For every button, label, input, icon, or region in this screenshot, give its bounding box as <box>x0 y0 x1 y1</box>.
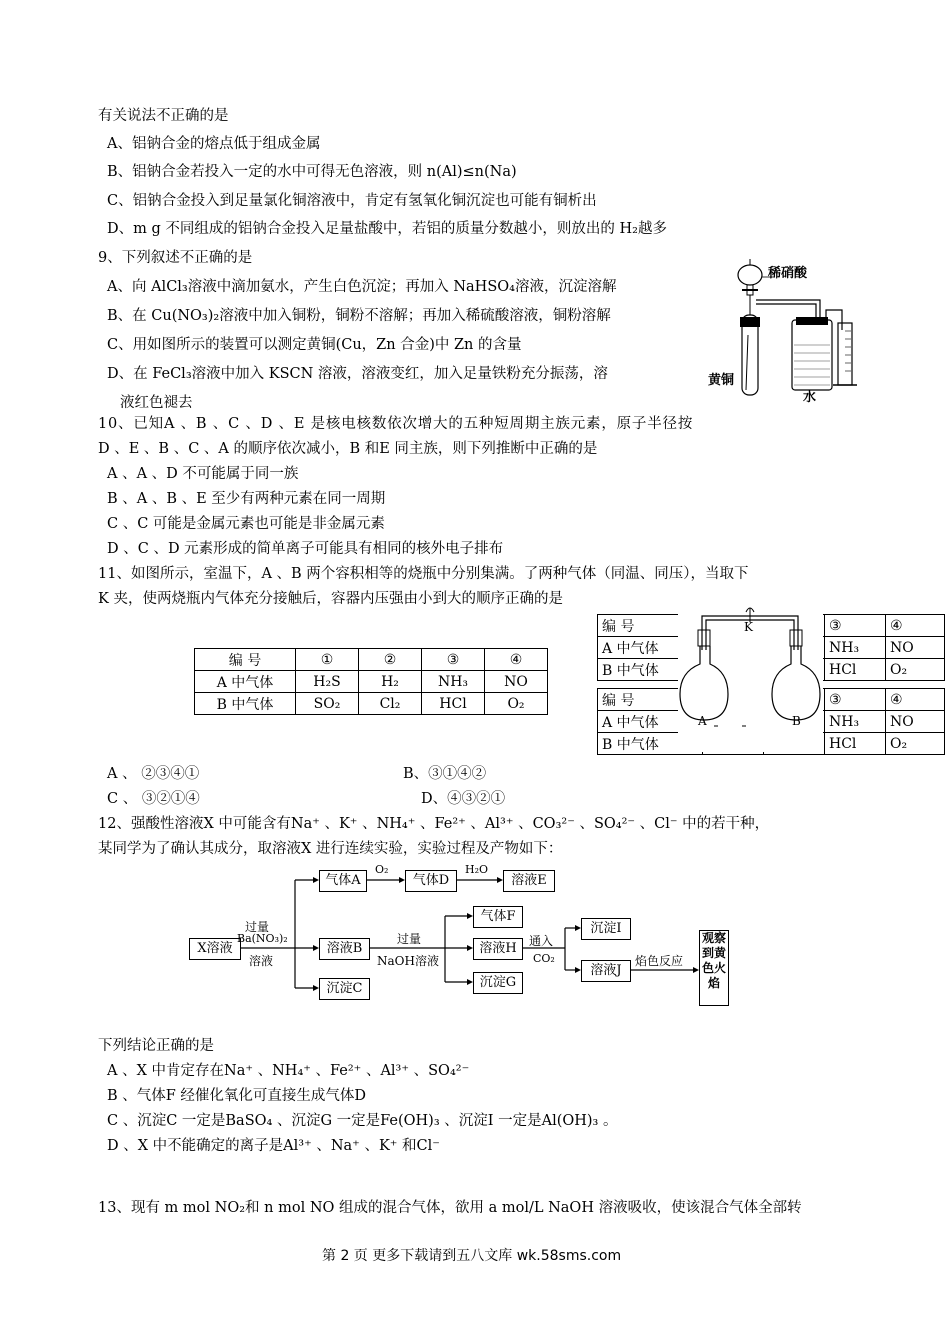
table-cell: ④ <box>886 615 945 637</box>
q11-option-a: A 、 ②③④① <box>107 766 200 782</box>
table-cell: A 中气体 <box>598 711 703 733</box>
flow-node-pp-i: 沉淀I <box>581 918 631 940</box>
q12-stem-line2: 某同学为了确认其成分，取溶液X 进行连续实验，实验过程及产物如下： <box>98 841 563 857</box>
flow-node-x: X溶液 <box>189 938 241 960</box>
q10-option-a: A 、A 、D 不可能属于同一族 <box>107 466 299 482</box>
q8-option-c: C、铝钠合金投入到足量氯化铜溶液中，肯定有氢氧化铜沉淀也可能有铜析出 <box>107 193 597 209</box>
flow-node-sol-b: 溶液B <box>319 938 370 960</box>
q9-stem: 9、下列叙述不正确的是 <box>98 250 253 266</box>
table-cell: ③ <box>825 615 886 637</box>
q11-option-d: D、④③②① <box>421 791 506 807</box>
flask-a-label: A <box>698 714 707 728</box>
q9-option-d: D、在 FeCl₃溶液中加入 KSCN 溶液，溶液变红，加入足量铁粉充分振荡，溶 <box>107 366 608 382</box>
table-cell: HCl <box>422 693 485 715</box>
flow-label-pass: 通入 <box>529 934 554 948</box>
q11-stem-line2: K 夹，使两烧瓶内气体充分接触后，容器内压强由小到大的顺序正确的是 <box>98 591 563 607</box>
q12-option-b: B 、气体F 经催化氧化可直接生成气体D <box>107 1088 367 1104</box>
q10-option-d: D 、C 、D 元素形成的简单离子可能具有相同的核外电子排布 <box>107 541 504 557</box>
q8-option-a: A、铝钠合金的熔点低于组成金属 <box>107 136 321 152</box>
q10-stem-line2: D 、E 、B 、C 、A 的顺序依次减小，B 和E 同主族，则下列推断中正确的是 <box>98 441 598 457</box>
q11-stem-line1: 11、如图所示，室温下，A 、B 两个容积相等的烧瓶中分别集满。了两种气体（同温、同压），当取下 <box>98 566 749 582</box>
flow-node-observe: 观察到黄色火焰 <box>699 930 729 1006</box>
q8-option-d: D、m g 不同组成的铝钠合金投入足量盐酸中，若铝的质量分数越小，则放出的 H₂越多 <box>107 221 667 237</box>
table-cell: H₂ <box>359 671 422 693</box>
table-cell: 编 号 <box>195 649 296 671</box>
table-cell: NH₃ <box>825 637 886 659</box>
table-cell: O₂ <box>886 659 945 681</box>
q10-stem-line1: 10、已知A 、B 、C 、D 、E 是核电核数依次增大的五种短周期主族元素，原子半径按 <box>98 416 694 432</box>
table-cell: ③ <box>825 689 886 711</box>
table-cell: ① <box>296 649 359 671</box>
table-cell: B 中气体 <box>195 693 296 715</box>
table-cell: H₂S <box>296 671 359 693</box>
table-cell: NH₃ <box>825 711 886 733</box>
table-cell: ② <box>359 649 422 671</box>
table-cell: B 中气体 <box>598 659 703 681</box>
water-label: 水 <box>803 390 817 405</box>
q12-stem-line1: 12、强酸性溶液X 中可能含有Na⁺ 、K⁺ 、NH₄⁺ 、Fe²⁺ 、Al³⁺ 、CO₃²⁻ 、SO₄²⁻ 、Cl⁻ 中的若干种， <box>98 816 770 832</box>
q9-option-a: A、向 AlCl₃溶液中滴加氨水，产生白色沉淀；再加入 NaHSO₄溶液，沉淀溶解 <box>107 279 617 295</box>
table-row <box>195 693 548 715</box>
table-cell: O₂ <box>485 693 548 715</box>
flow-label-excess1: 过量 <box>245 920 270 934</box>
flow-label-h2o: H₂O <box>465 863 489 876</box>
flow-node-sol-e: 溶液E <box>503 870 555 892</box>
flow-node-pp-g: 沉淀G <box>473 972 523 994</box>
flow-node-sol-j: 溶液J <box>581 960 631 982</box>
flow-node-gas-f: 气体F <box>473 906 523 928</box>
table-cell: NO <box>485 671 548 693</box>
flow-label-reagent1: Ba(NO₃)₂ <box>237 932 288 945</box>
q9-option-b: B、在 Cu(NO₃)₂溶液中加入铜粉，铜粉不溶解；再加入稀硫酸溶液，铜粉溶解 <box>107 308 611 324</box>
table-cell: B 中气体 <box>598 733 703 755</box>
flow-label-reagent2: NaOH溶液 <box>377 954 439 968</box>
flow-label-flame: 焰色反应 <box>635 954 684 968</box>
table-row <box>195 671 548 693</box>
q12-option-c: C 、沉淀C 一定是BaSO₄ 、沉淀G 一定是Fe(OH)₃ 、沉淀I 一定是Al(OH)₃ 。 <box>107 1113 618 1129</box>
q11-option-c: C 、 ③②①④ <box>107 791 200 807</box>
table-cell: O₂ <box>886 733 945 755</box>
table-cell: NH₃ <box>422 671 485 693</box>
flow-label-reagent1b: 溶液 <box>249 954 274 968</box>
flow-chart <box>185 860 755 1010</box>
flow-node-pp-c: 沉淀C <box>319 978 370 1000</box>
q11-option-b: B、③①④② <box>403 766 487 782</box>
q12-option-d: D 、X 中不能确定的离子是Al³⁺ 、Na⁺ 、K⁺ 和Cl⁻ <box>107 1138 440 1154</box>
table-cell: HCl <box>825 659 886 681</box>
flow-label-excess2: 过量 <box>397 932 422 946</box>
q12-stem-line3: 下列结论正确的是 <box>98 1038 214 1054</box>
table-cell: HCl <box>825 733 886 755</box>
nitric-acid-label: 稀硝酸 <box>768 266 808 281</box>
table-cell: NO <box>886 711 945 733</box>
q13-stem: 13、现有 m mol NO₂和 n mol NO 组成的混合气体，欲用 a mol/L NaOH 溶液吸收，使该混合气体全部转 <box>98 1200 802 1216</box>
flask-figure <box>678 602 823 752</box>
q12-option-a: A 、X 中肯定存在Na⁺ 、NH₄⁺ 、Fe²⁺ 、Al³⁺ 、SO₄²⁻ <box>107 1063 470 1079</box>
table-cell: ③ <box>422 649 485 671</box>
flow-node-gas-a: 气体A <box>319 870 367 892</box>
table-cell: Cl₂ <box>359 693 422 715</box>
q9-option-d-cont: 液红色褪去 <box>120 395 193 411</box>
table-cell: NO <box>886 637 945 659</box>
gas-table <box>194 648 548 715</box>
page-footer: 第 2 页 更多下载请到五八文库 wk.58sms.com <box>322 1248 622 1264</box>
flow-label-co2: CO₂ <box>533 952 555 965</box>
flow-label-o2: O₂ <box>375 863 389 876</box>
q10-option-b: B 、A 、B 、E 至少有两种元素在同一周期 <box>107 491 386 507</box>
table-header-row <box>195 649 548 671</box>
flow-node-sol-h: 溶液H <box>473 938 523 960</box>
brass-label: 黄铜 <box>708 373 735 388</box>
q8-stem: 有关说法不正确的是 <box>98 108 229 124</box>
table-cell: A 中气体 <box>195 671 296 693</box>
q8-option-b: B、铝钠合金若投入一定的水中可得无色溶液，则 n(Al)≤n(Na) <box>107 164 517 180</box>
table-cell: ④ <box>485 649 548 671</box>
flow-node-gas-d: 气体D <box>405 870 457 892</box>
table-cell: 编 号 <box>598 615 703 637</box>
q10-option-c: C 、C 可能是金属元素也可能是非金属元素 <box>107 516 385 532</box>
clamp-k-label: K <box>744 620 753 634</box>
table-cell: ④ <box>886 689 945 711</box>
q9-option-c: C、用如图所示的装置可以测定黄铜(Cu，Zn 合金)中 Zn 的含量 <box>107 337 522 353</box>
table-cell: A 中气体 <box>598 637 703 659</box>
table-cell: 编 号 <box>598 689 703 711</box>
flask-b-label: B <box>792 714 801 728</box>
table-cell: SO₂ <box>296 693 359 715</box>
